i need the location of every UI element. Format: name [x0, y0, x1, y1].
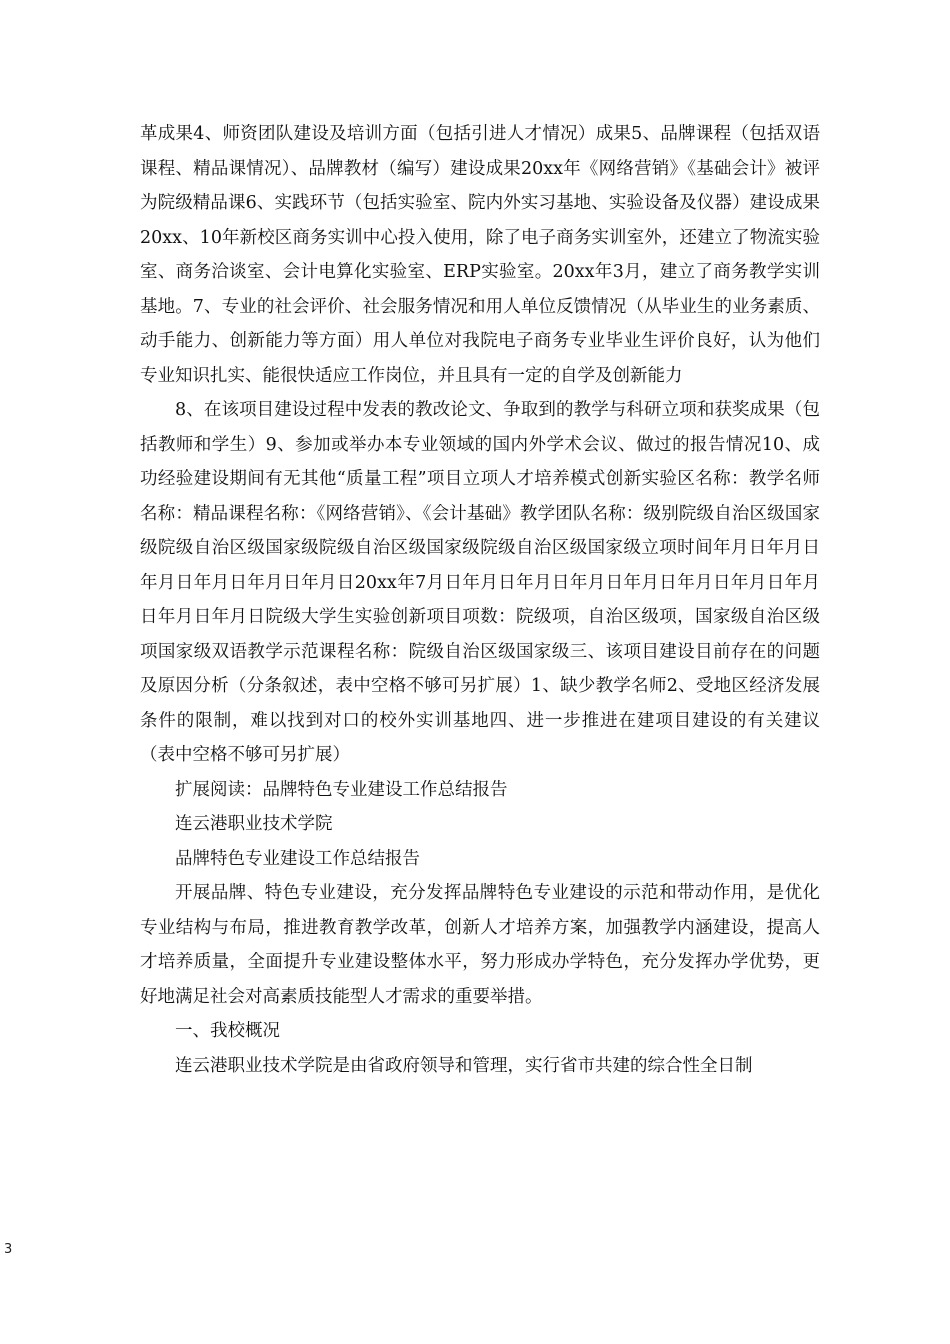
paragraph-2: 8、在该项目建设过程中发表的教改论文、争取到的教学与科研立项和获奖成果（包括教师和学生）9、参加或举办本专业领域的国内外学术会议、做过的报告情况10、成功经验建设期间有无其他“质量工程”项目立项人才培养模式创新实验区名称：教学名师名称：精品课程名称：《网络营销》、《会计基础》教学团队名称：级别院级自治区级国家级院级自治区级国家级院级自治区级国家级院级自治区级国家级立项时间年月日年月日年月日年月日年月日年月日20xx年7月日年月日年月日年月日年月日年月日年月日年月日年月日年月日院级大学生实验创新项目项数：院级项，自治区级项，国家级自治区级项国家级双语教学示范课程名称：院级自治区级国家级三、该项目建设目前存在的问题及原因分析（分条叙述，表中空格不够可另扩展）1、缺少教学名师2、受地区经济发展条件的限制，难以找到对口的校外实训基地四、进一步推进在建项目建设的有关建议（表中空格不够可另扩展） — [140, 400, 820, 765]
paragraph-5: 品牌特色专业建设工作总结报告 — [175, 848, 420, 869]
paragraph-7: 一、我校概况 — [175, 1021, 280, 1041]
paragraph-1: 革成果4、师资团队建设及培训方面（包括引进人才情况）成果5、品牌课程（包括双语课程、精品课情况）、品牌教材（编写）建设成果20xx年《网络营销》《基础会计》被评为院级精品课6、实践环节（包括实验室、院内外实习基地、实验设备及仪器）建设成果20xx、10年新校区商务实训中心投入使用，除了电子商务实训室外，还建立了物流实验室、商务洽谈室、会计电算化实验室、ERP实验室。20xx年3月，建立了商务教学实训基地。7、专业的社会评价、社会服务情况和用人单位反馈情况（从毕业生的业务素质、动手能力、创新能力等方面）用人单位对我院电子商务专业毕业生评价良好，认为他们专业知识扎实、能很快适应工作岗位，并且具有一定的自学及创新能力 — [140, 124, 820, 386]
page-number: 3 — [4, 1242, 13, 1257]
paragraph-8: 连云港职业技术学院是由省政府领导和管理，实行省市共建的综合性全日制 — [175, 1055, 753, 1076]
paragraph-3: 扩展阅读：品牌特色专业建设工作总结报告 — [175, 779, 508, 800]
paragraph-6: 开展品牌、特色专业建设，充分发挥品牌特色专业建设的示范和带动作用，是优化专业结构与布局，推进教育教学改革，创新人才培养方案，加强教学内涵建设，提高人才培养质量，全面提升专业建设整体水平，努力形成办学特色，充分发挥办学优势，更好地满足社会对高素质技能型人才需求的重要举措。 — [140, 883, 820, 1007]
paragraph-4: 连云港职业技术学院 — [175, 814, 333, 834]
document-body — [140, 117, 820, 1083]
